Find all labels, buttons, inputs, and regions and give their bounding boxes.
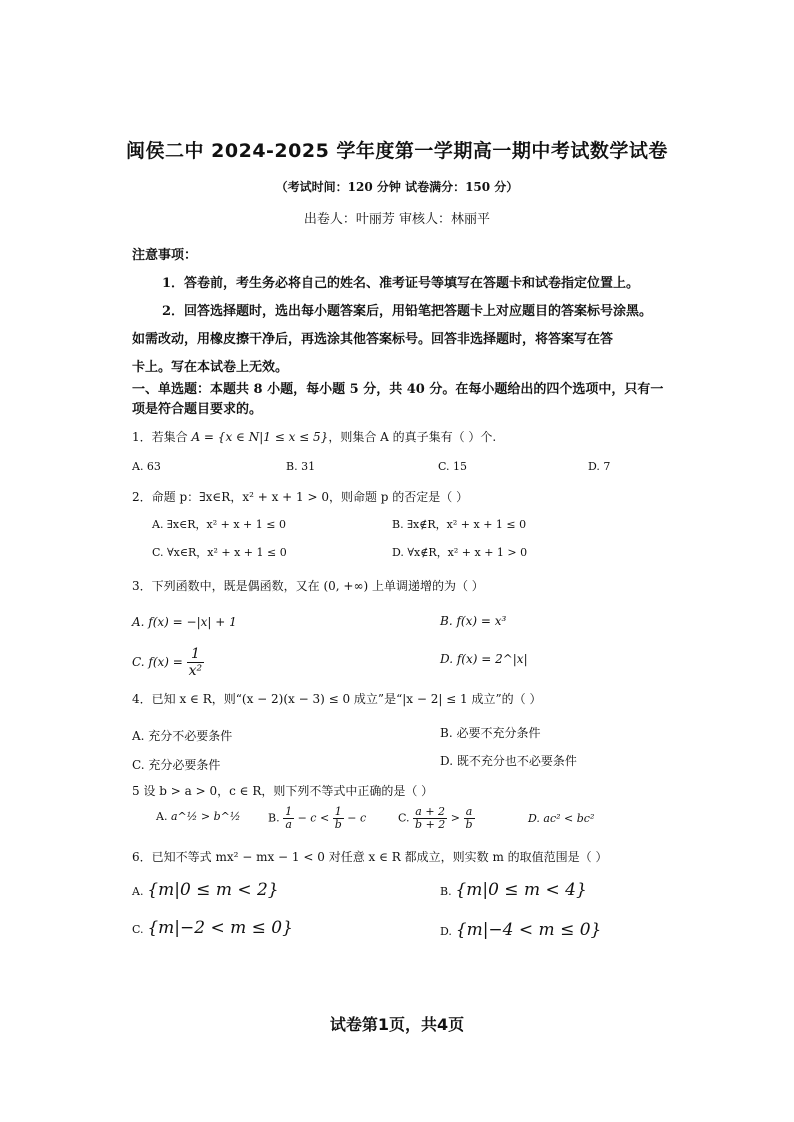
fraction-denominator: b + 2 <box>415 818 446 831</box>
fraction-numerator: 1 <box>333 806 344 819</box>
question-1-option-a: A. 63 <box>132 460 161 473</box>
question-5-option-a <box>156 810 241 823</box>
question-4-option-b: B. 必要不充分条件 <box>440 726 541 740</box>
option-middle: > <box>450 811 460 825</box>
question-1-option-d: D. 7 <box>588 460 611 473</box>
question-2-option-b: B. ∃x∉R，x² + x + 1 ≤ 0 <box>392 518 527 531</box>
question-5-option-d: D. ac² < bc² <box>528 812 595 825</box>
fraction <box>464 806 475 831</box>
option-middle: − c < <box>297 811 330 825</box>
option-end: − c <box>347 811 367 825</box>
question-3-stem: 3．下列函数中，既是偶函数，又在 (0, +∞) 上单调递增的为（ ） <box>132 579 484 593</box>
question-3-option-a: A. f(x) = −|x| + 1 <box>132 615 237 629</box>
option-label: C. <box>132 923 144 936</box>
question-6-option-d <box>440 920 601 940</box>
question-1-post: ，则集合 A 的真子集有（ ）个. <box>328 430 497 444</box>
question-4-option-c: C. 充分必要条件 <box>132 758 221 772</box>
notice-item-2-line-2: 如需改动，用橡皮擦干净后，再选涂其他答案标号。回答非选择题时，将答案写在答 <box>132 332 614 347</box>
question-6-option-c <box>132 918 293 938</box>
fraction <box>283 806 294 831</box>
option-label: B. <box>268 811 280 825</box>
option-label: A. <box>132 885 144 898</box>
fraction-numerator: a + 2 <box>413 806 447 819</box>
question-2-option-d: D. ∀x∉R，x² + x + 1 > 0 <box>392 546 528 559</box>
question-4-stem: 4．已知 x ∈ R，则“(x − 2)(x − 3) ≤ 0 成立”是“|x − 2| ≤ 1 成立”的（ ） <box>132 692 542 706</box>
question-3-option-b: B. f(x) = x³ <box>440 614 507 628</box>
notice-item-2-line-1: 2．回答选择题时，选出每小题答案后，用铅笔把答题卡上对应题目的答案标号涂黑。 <box>162 304 653 319</box>
question-5-option-c <box>398 806 475 831</box>
question-3-option-d: D. f(x) = 2^|x| <box>440 652 528 666</box>
fraction-denominator: a <box>285 818 292 831</box>
exam-authors: 出卷人：叶丽芳 审核人：林丽平 <box>303 212 491 227</box>
section-1-line-2: 项是符合题目要求的。 <box>132 402 263 417</box>
option-label: B. <box>440 885 452 898</box>
fraction-numerator: a <box>464 806 475 819</box>
fraction-numerator: 1 <box>187 646 205 663</box>
question-4-option-d: D. 既不充分也不必要条件 <box>440 754 577 768</box>
fraction <box>413 806 447 831</box>
option-set: {m|−2 < m ≤ 0} <box>147 918 293 938</box>
question-3-option-c-fraction <box>187 646 205 679</box>
question-1-pre: 1．若集合 <box>132 430 192 444</box>
notice-heading: 注意事项： <box>132 248 198 263</box>
question-5-stem: 5 设 b > a > 0，c ∈ R，则下列不等式中正确的是（ ） <box>132 784 434 798</box>
question-2-option-c: C. ∀x∈R，x² + x + 1 ≤ 0 <box>152 546 287 559</box>
fraction-denominator: x² <box>188 663 203 679</box>
question-1-stem <box>132 428 496 445</box>
question-5-option-b <box>268 806 366 831</box>
option-expression: a^½ > b^½ <box>170 810 241 823</box>
fraction-denominator: b <box>334 818 342 831</box>
fraction <box>333 806 344 831</box>
question-3-option-c <box>132 646 204 679</box>
question-2-stem: 2．命题 p：∃x∈R，x² + x + 1 > 0，则命题 p 的否定是（ ） <box>132 490 469 504</box>
option-label: D. <box>440 925 452 938</box>
option-set: {m|0 ≤ m < 4} <box>455 880 587 900</box>
section-1-line-1: 一、单选题：本题共 8 小题，每小题 5 分，共 40 分。在每小题给出的四个选项中，只有一 <box>132 382 664 397</box>
question-1-option-b: B. 31 <box>286 460 316 473</box>
notice-item-2-line-3: 卡上。写在本试卷上无效。 <box>132 360 289 375</box>
question-3-option-c-label: C. f(x) = <box>132 655 183 669</box>
option-label: C. <box>398 811 410 825</box>
question-1-set: A = {x ∈ N|1 ≤ x ≤ 5} <box>191 430 329 444</box>
fraction-denominator: b <box>465 818 473 831</box>
question-6-option-b <box>440 880 587 900</box>
fraction-numerator: 1 <box>285 805 293 818</box>
question-6-stem: 6．已知不等式 mx² − mx − 1 < 0 对任意 x ∈ R 都成立，则实数 m 的取值范围是（ ） <box>132 850 608 864</box>
question-1-option-c: C. 15 <box>438 460 468 473</box>
notice-item-1: 1．答卷前，考生务必将自己的姓名、准考证号等填写在答题卡和试卷指定位置上。 <box>162 276 640 291</box>
question-2-option-a: A. ∃x∈R，x² + x + 1 ≤ 0 <box>152 518 286 531</box>
exam-info: （考试时间：120 分钟 试卷满分：150 分） <box>275 180 519 194</box>
option-label: A. <box>156 810 168 823</box>
question-4-option-a: A. 充分不必要条件 <box>132 729 233 743</box>
page-footer: 试卷第1页，共4页 <box>329 1015 465 1034</box>
question-6-option-a <box>132 880 279 900</box>
exam-title: 闽侯二中 2024-2025 学年度第一学期高一期中考试数学试卷 <box>126 140 668 162</box>
option-set: {m|−4 < m ≤ 0} <box>455 920 602 940</box>
option-set: {m|0 ≤ m < 2} <box>147 880 279 900</box>
